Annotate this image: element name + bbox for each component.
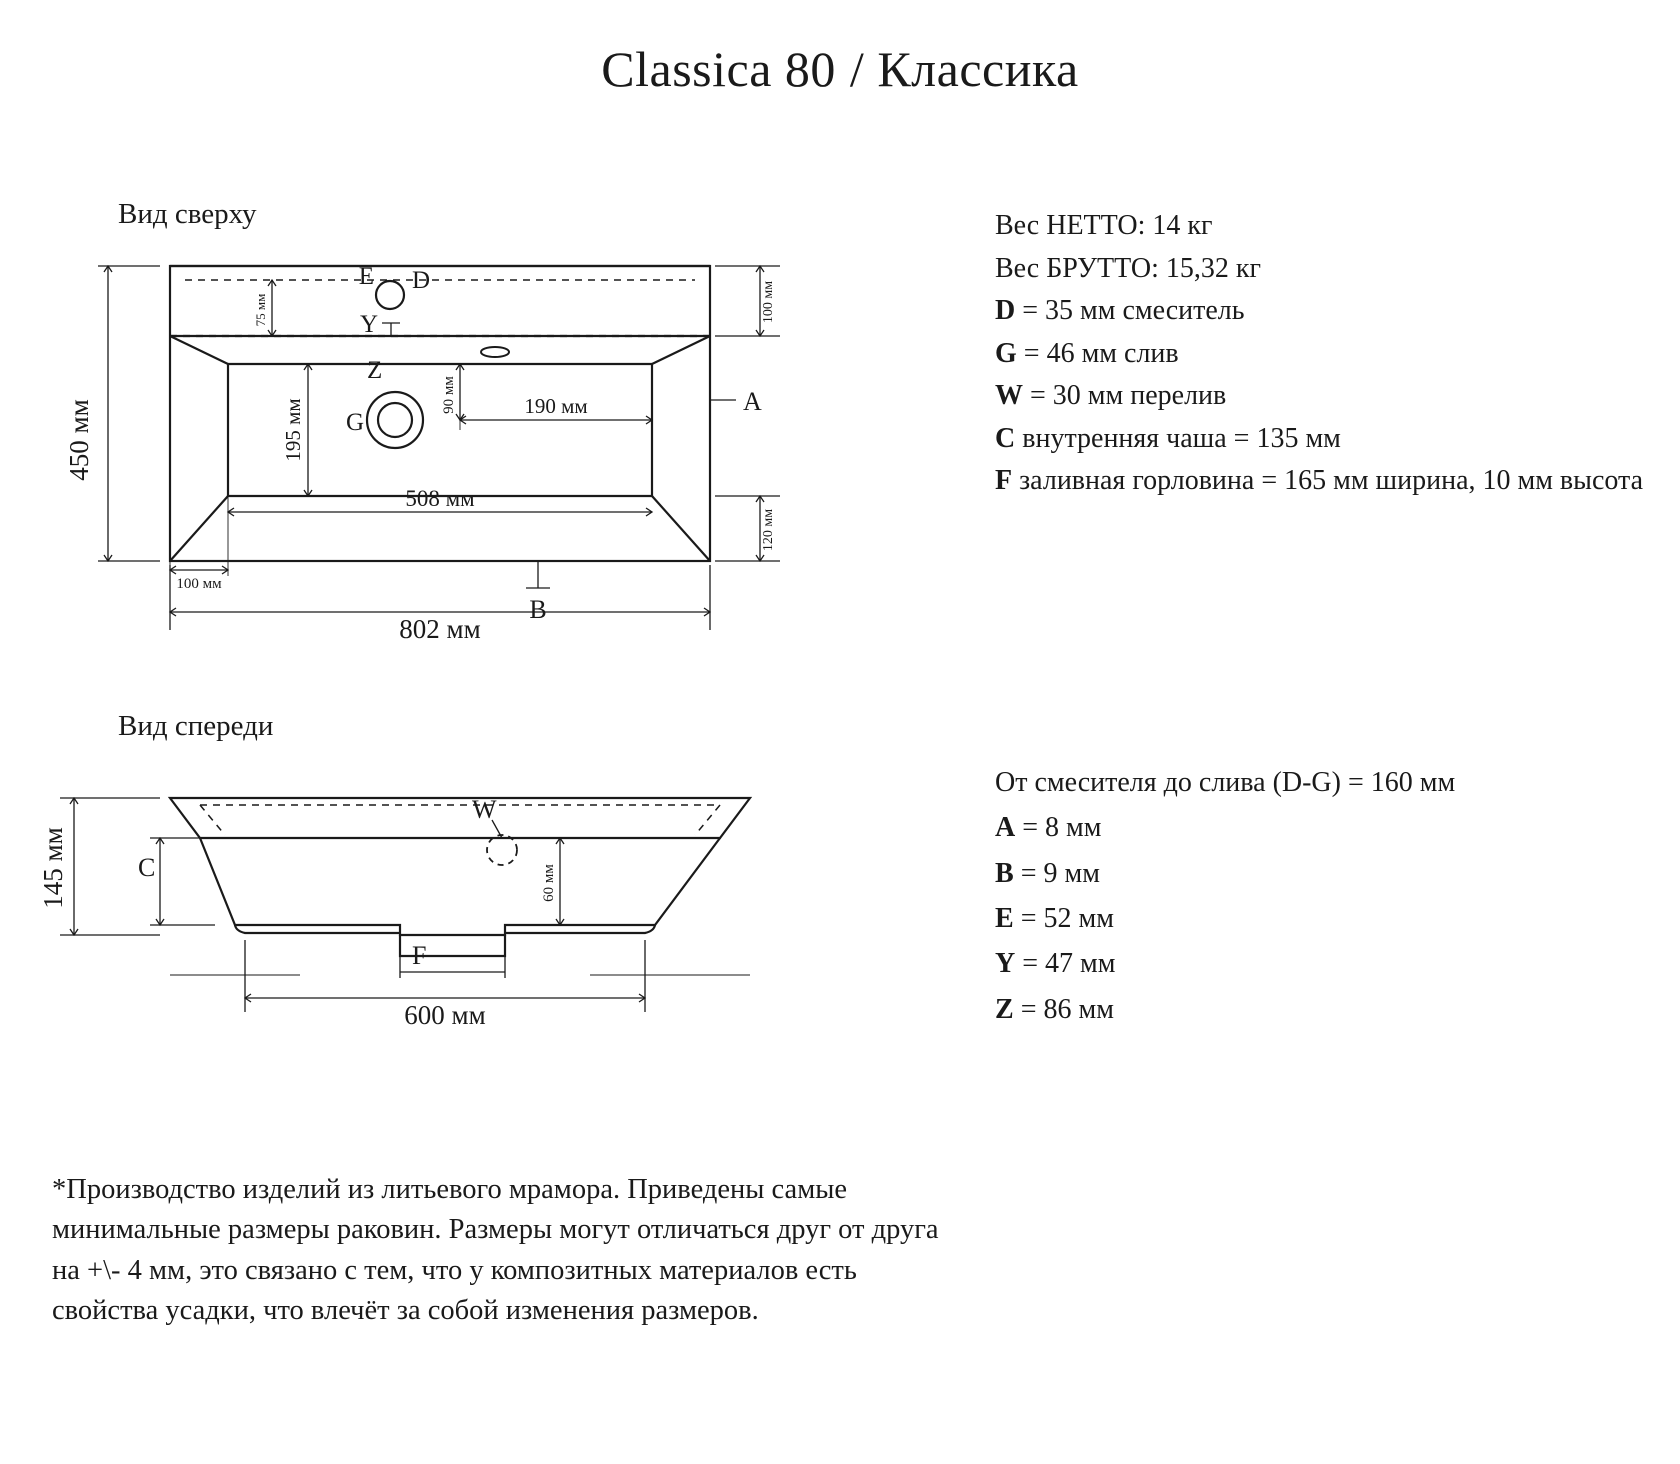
spec-label-y: Y [995,948,1016,980]
title-model: Classica 80 [601,41,836,97]
front-view-svg [40,750,800,1050]
spec-row-b [995,851,1655,896]
top-view-drawing [60,240,880,665]
dim-back-rim: 100 мм [761,280,776,324]
specs-list-primary [995,205,1655,503]
spec-row-z [995,987,1655,1032]
spec-row-gross-weight [995,248,1655,291]
spec-row-c [995,418,1655,461]
overflow-hole-icon [487,835,517,865]
top-view-label: Вид сверху [118,198,257,230]
title-separator: / [849,41,865,97]
spec-label-a: A [995,812,1016,844]
dim-back-strip: 75 мм [253,293,268,327]
spec-text: Вес НЕТТО: 14 кг [995,210,1213,241]
dim-overall-width: 802 мм [399,614,481,644]
dim-left-rim: 100 мм [176,576,222,592]
spec-row-e [995,896,1655,941]
marker-f: F [412,941,427,970]
drain-hole-inner-icon [378,403,412,437]
spec-row-net-weight [995,205,1655,248]
spec-label-c: C [995,422,1016,454]
spec-row-w [995,375,1655,418]
spec-label-b: B [995,857,1014,889]
spec-row-g [995,333,1655,376]
marker-b: B [529,595,547,624]
dim-drain-offset-x: 190 мм [524,394,588,418]
spec-row-y [995,941,1655,986]
marker-a: A [743,387,762,416]
spec-text: = 86 мм [1013,993,1114,1025]
front-view-label: Вид спереди [118,710,274,742]
spec-text: = 46 мм слив [1016,337,1179,369]
spec-label-g: G [995,337,1017,369]
marker-c: C [138,853,156,882]
spec-label-f: F [995,465,1013,497]
spec-row-f [995,460,1655,503]
spec-text: От смесителя до слива (D-G) = 160 мм [995,767,1456,798]
title-name: Классика [877,41,1079,97]
spec-text: = 35 мм смеситель [1015,295,1245,327]
dim-front-rim: 120 мм [761,508,776,552]
marker-g: G [346,409,365,436]
marker-z: Z [367,357,383,384]
spec-label-w: W [995,380,1023,412]
spec-text: Вес БРУТТО: 15,32 кг [995,252,1261,284]
spec-text: заливная горловина = 165 мм ширина, 10 мм высота [1012,465,1644,497]
dim-front-width: 600 мм [404,1000,486,1030]
top-view-svg [60,240,880,660]
page-title [0,40,1680,98]
spec-row-dg-distance [995,760,1655,805]
footnote-text: *Производство изделий из литьевого мрамора. Приведены самые минимальные размеры раковин. Размеры могут отличаться друг от друга на +\- 4 мм, это связано с тем, что у композитных материалов есть свойства усадки, что влечёт за собой изменения размеров. [52,1174,939,1327]
drain-hole-outer-icon [367,392,423,448]
dim-drain-offset-y: 90 мм [441,376,457,414]
marker-w: W [472,795,497,824]
front-view-drawing [40,750,800,1055]
specs-list-secondary [995,760,1655,1032]
marker-y: Y [360,311,379,338]
marker-d: D [412,267,431,294]
spec-row-d [995,290,1655,333]
faucet-hole-icon [376,281,404,309]
dim-inner-depth: 195 мм [281,398,305,462]
spec-text: = 52 мм [1013,903,1114,935]
dim-inner-width: 508 мм [405,486,475,511]
spec-text: = 9 мм [1013,857,1100,889]
dim-overflow-depth: 60 мм [541,864,557,902]
marker-e: E [358,263,374,290]
spec-label-d: D [995,295,1016,327]
spec-text: = 47 мм [1015,948,1116,980]
spec-row-a [995,805,1655,850]
spec-label-z: Z [995,993,1014,1025]
dim-front-height: 145 мм [40,827,68,909]
spec-text: = 8 мм [1015,812,1102,844]
spec-text: = 30 мм перелив [1023,380,1227,412]
dim-overall-height: 450 мм [64,399,94,481]
overflow-slot-icon [481,347,509,357]
spec-text: внутренняя чаша = 135 мм [1015,422,1341,454]
spec-label-e: E [995,903,1014,935]
